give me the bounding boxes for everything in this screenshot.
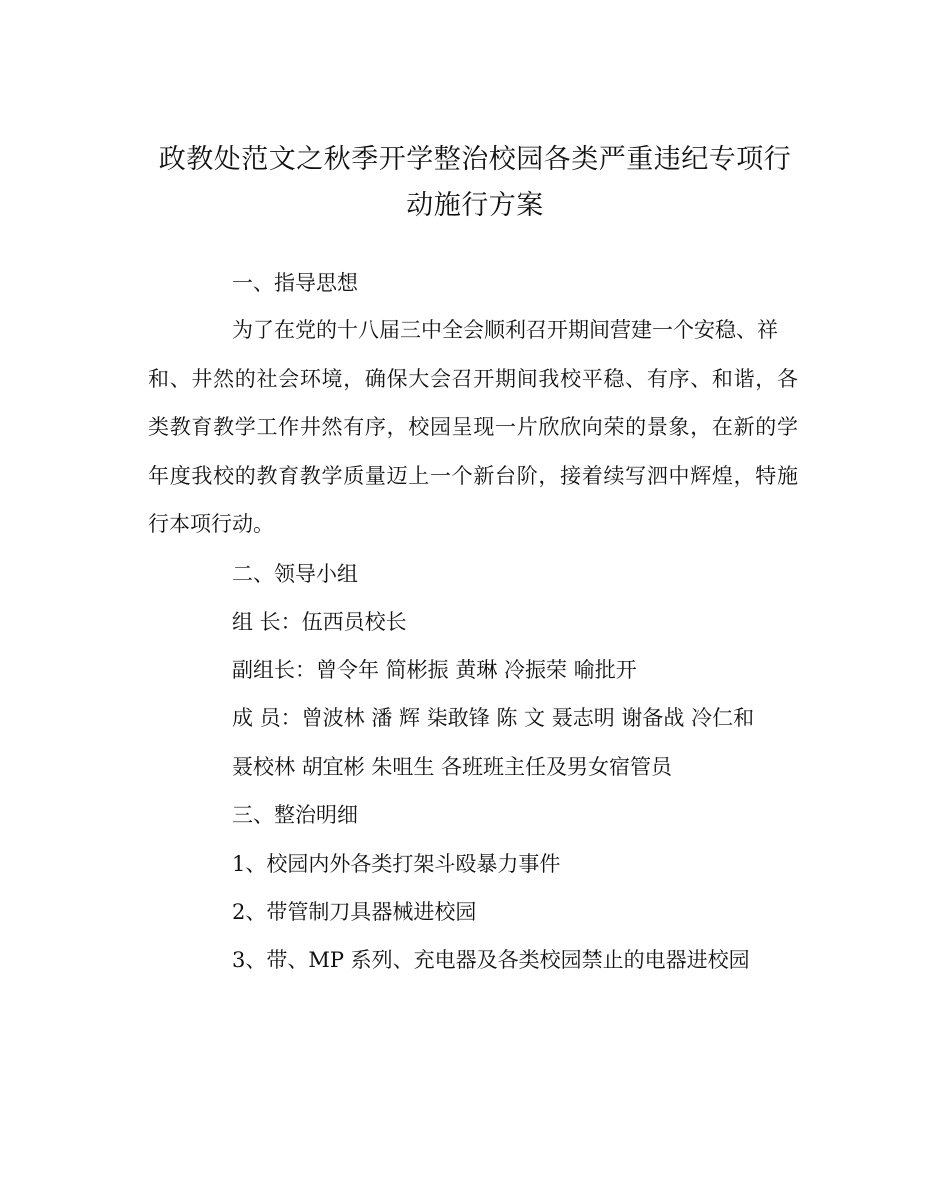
section1-para-line: 和、井然的社会环境，确保大会召开期间我校平稳、有序、和谐，各 bbox=[148, 367, 798, 391]
list-item: 1、校园内外各类打架斗殴暴力事件 bbox=[232, 852, 561, 876]
section2-heading: 二、领导小组 bbox=[232, 562, 358, 586]
members-line1: 成 员：曾波林 潘 辉 柒敢锋 陈 文 聂志明 谢备战 冷仁和 bbox=[232, 706, 755, 730]
section1-para-line: 行本项行动。 bbox=[148, 512, 274, 536]
deputy-line: 副组长：曾令年 简彬振 黄琳 冷振荣 喻批开 bbox=[232, 658, 637, 682]
members-line2: 聂校林 胡宜彬 朱咀生 各班班主任及男女宿管员 bbox=[232, 755, 673, 779]
section1-para-line: 类教育教学工作井然有序，校园呈现一片欣欣向荣的景象，在新的学 bbox=[148, 415, 798, 439]
list-item: 2、带管制刀具器械进校园 bbox=[232, 900, 477, 924]
section3-heading: 三、整治明细 bbox=[232, 803, 358, 827]
leader-line: 组 长：伍西员校长 bbox=[232, 610, 407, 634]
document-title-line2: 动施行方案 bbox=[406, 190, 544, 221]
section1-para-line: 为了在党的十八届三中全会顺利召开期间营建一个安稳、祥 bbox=[232, 318, 778, 342]
section1-heading: 一、指导思想 bbox=[232, 271, 358, 295]
document-title-line1: 政教处范文之秋季开学整治校园各类严重违纪专项行 bbox=[158, 144, 792, 175]
list-item: 3、带、MP 系列、充电器及各类校园禁止的电器进校园 bbox=[232, 948, 750, 972]
section1-para-line: 年度我校的教育教学质量迈上一个新台阶，接着续写泗中辉煌，特施 bbox=[148, 464, 798, 488]
